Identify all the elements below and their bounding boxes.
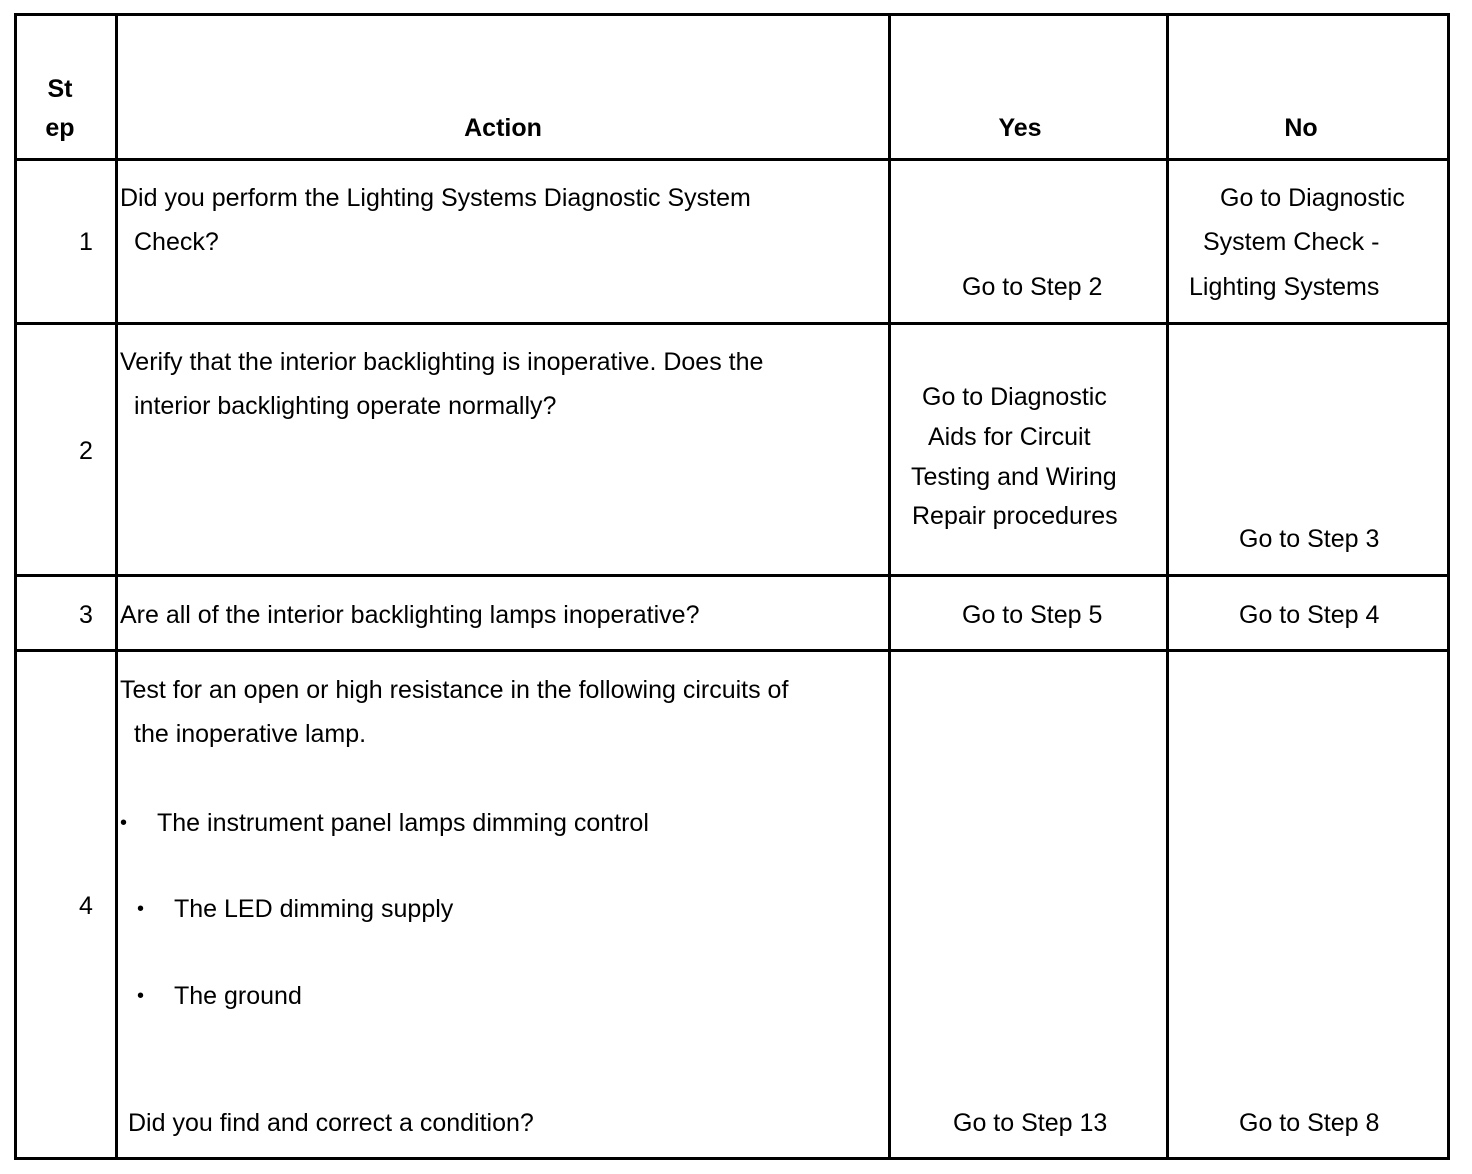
column-divider — [888, 13, 891, 1160]
question-text: Did you find and correct a condition? — [128, 1109, 534, 1137]
header-step-line1: St — [47, 75, 73, 103]
yes-text: Aids for Circuit — [928, 423, 1091, 451]
yes-text: Repair procedures — [912, 502, 1118, 530]
bullet-text: The instrument panel lamps dimming control — [157, 809, 649, 837]
yes-text: Go to Step 2 — [962, 273, 1103, 301]
action-text: the inoperative lamp. — [134, 720, 367, 748]
column-divider — [115, 13, 118, 1160]
action-text: Check? — [134, 228, 219, 256]
yes-text: Go to Step 5 — [962, 601, 1103, 629]
no-text: System Check - — [1203, 228, 1380, 256]
row-divider — [14, 158, 1450, 161]
bullet-icon: • — [137, 898, 145, 920]
action-text: Test for an open or high resistance in the following circuits of — [120, 676, 789, 704]
no-text: Lighting Systems — [1189, 273, 1380, 301]
yes-text: Go to Diagnostic — [922, 383, 1107, 411]
header-no: No — [1284, 114, 1318, 142]
no-text: Go to Step 4 — [1239, 601, 1380, 629]
row-divider — [14, 649, 1450, 652]
step-number: 4 — [79, 892, 93, 920]
step-number: 3 — [79, 601, 93, 629]
action-text: Are all of the interior backlighting lamps inoperative? — [120, 601, 700, 629]
action-text: interior backlighting operate normally? — [134, 392, 557, 420]
header-action: Action — [464, 114, 542, 142]
header-step-line2: ep — [45, 114, 75, 142]
row-divider — [14, 322, 1450, 325]
bullet-text: The ground — [174, 982, 302, 1010]
header-yes: Yes — [998, 114, 1042, 142]
no-text: Go to Step 3 — [1239, 525, 1380, 553]
step-number: 1 — [79, 228, 93, 256]
no-text: Go to Step 8 — [1239, 1109, 1380, 1137]
bullet-text: The LED dimming supply — [174, 895, 454, 923]
yes-text: Testing and Wiring — [911, 463, 1117, 491]
column-divider — [1166, 13, 1169, 1160]
step-number: 2 — [79, 437, 93, 465]
no-text: Go to Diagnostic — [1220, 184, 1405, 212]
action-text: Verify that the interior backlighting is inoperative. Does the — [120, 348, 764, 376]
action-text: Did you perform the Lighting Systems Diagnostic System — [120, 184, 751, 212]
yes-text: Go to Step 13 — [953, 1109, 1108, 1137]
bullet-icon: • — [120, 812, 128, 834]
row-divider — [14, 574, 1450, 577]
bullet-icon: • — [137, 985, 145, 1007]
